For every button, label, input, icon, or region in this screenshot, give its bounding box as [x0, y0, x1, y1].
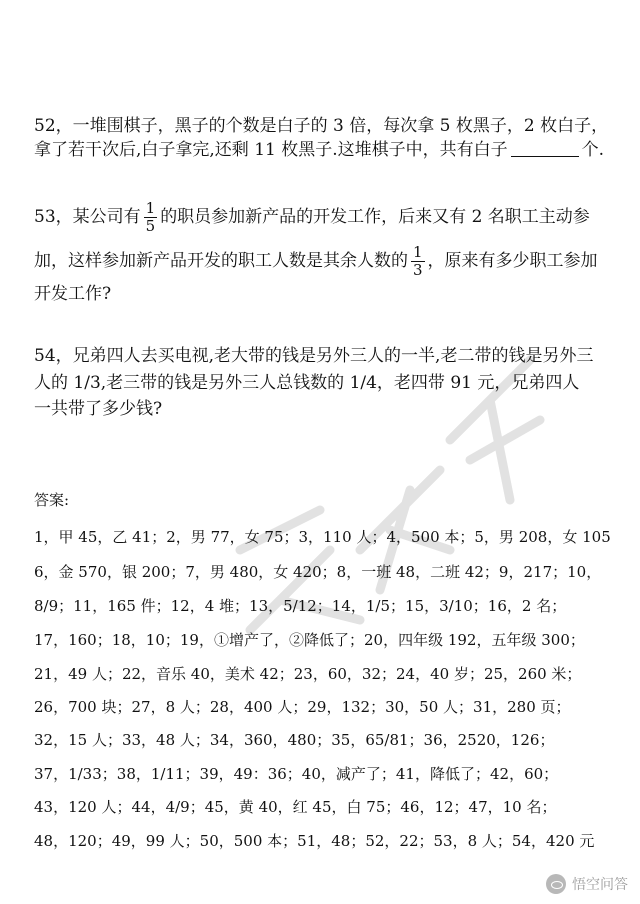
q53-line-3: 开发工作? [34, 284, 112, 304]
logo-text: 悟空问答 [572, 877, 628, 893]
fraction-one-third [411, 244, 425, 279]
answer-line: 37，1/33；38，1/11；39，49：36；40，减产了；41，降低了；42，60； [34, 765, 559, 783]
answer-blank [511, 140, 579, 157]
answer-line: 48，120；49，99 人；50，500 本；51，48；52，22；53，8 人；54，420 元 [34, 832, 595, 850]
q52-line-1: 52，一堆围棋子，黑子的个数是白子的 3 倍，每次拿 5 枚黑子，2 枚白子， [34, 116, 609, 136]
answer-line: 43，120 人；44，4/9；45，黄 40，红 45，白 75；46，12；47，10 名； [34, 798, 557, 816]
fraction-numerator: 1 [145, 199, 156, 217]
answers-heading: 答案: [34, 491, 70, 509]
fraction-denominator: 5 [145, 217, 156, 235]
fraction-one-fifth [144, 200, 158, 235]
q52-line-2-text: 拿了若干次后,白子拿完,还剩 11 枚黑子.这堆棋子中，共有白子 [34, 140, 508, 160]
q54-line-3: 一共带了多少钱? [34, 399, 163, 419]
q53-line-1-end: 的职员参加新产品的开发工作，后来又有 2 名职工主动参 [160, 207, 590, 227]
answer-line: 21，49 人；22，音乐 40，美术 42；23，60，32；24，40 岁；25，260 米； [34, 665, 582, 683]
answer-line: 17，160；18，10；19，①增产了，②降低了；20，四年级 192，五年级 300； [34, 631, 585, 649]
q52-line-2 [34, 139, 604, 161]
q53-line-2 [34, 244, 598, 279]
wukong-logo [546, 874, 628, 894]
chat-bubble-icon [546, 874, 566, 894]
answer-line: 8/9；11，165 件；12，4 堆；13，5/12；14，1/5；15，3/10；16，2 名； [34, 597, 567, 615]
answer-line: 32，15 人；33，48 人；34，360，480；35，65/81；36，2520，126； [34, 731, 555, 749]
answer-line: 6，金 570，银 200；7，男 480，女 420；8，一班 48，二班 42；9，217；10， [34, 563, 602, 581]
q53-line-1-start: 53，某公司有 [34, 207, 141, 227]
q54-line-2: 人的 1/3,老三带的钱是另外三人总钱数的 1/4，老四带 91 元，兄弟四人 [34, 373, 580, 393]
fraction-denominator: 3 [413, 261, 423, 279]
q54-line-1: 54，兄弟四人去买电视,老大带的钱是另外三人的一半,老二带的钱是另外三 [34, 346, 594, 366]
answer-line: 26，700 块；27，8 人；28，400 人；29，132；30，50 人；31，280 页； [34, 698, 571, 716]
fraction-numerator: 1 [413, 243, 423, 261]
q53-line-2-start: 加，这样参加新产品开发的职工人数是其余人数的 [34, 251, 408, 271]
answer-line: 1，甲 45，乙 41；2，男 77，女 75；3，110 人；4，500 本；5，男 208，女 105 [34, 528, 611, 546]
q52-line-2-end: 个. [581, 140, 605, 160]
q53-line-1 [34, 200, 590, 235]
q53-line-2-end: ，原来有多少职工参加 [427, 251, 598, 271]
